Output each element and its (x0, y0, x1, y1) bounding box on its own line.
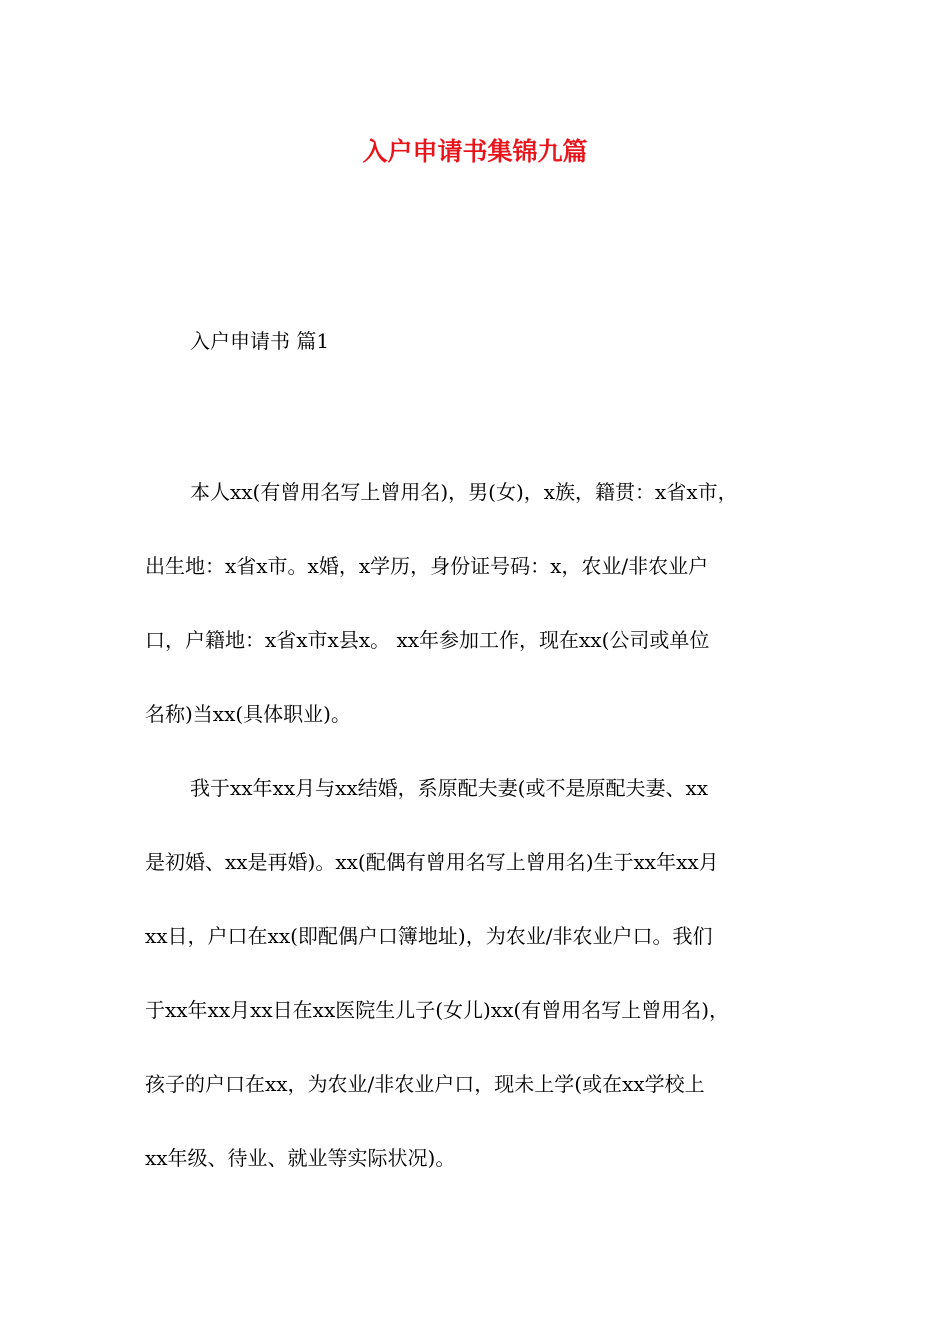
paragraph-1 (145, 472, 810, 768)
paragraph-2 (145, 768, 810, 1212)
paragraph-line: xx日，户口在xx(即配偶户口簿地址)，为农业/非农业户口。我们 (145, 924, 713, 948)
paragraph-line: 是初婚、xx是再婚)。xx(配偶有曾用名写上曾用名)生于xx年xx月 (145, 850, 719, 874)
paragraph-line: 名称)当xx(具体职业)。 (145, 702, 351, 726)
paragraph-line: 于xx年xx月xx日在xx医院生儿子(女儿)xx(有曾用名写上曾用名)， (145, 998, 730, 1022)
document-title: 入户申请书集锦九篇 (362, 137, 588, 166)
paragraph-line: 出生地：x省x市。x婚，x学历，身份证号码：x，农业/非农业户 (145, 554, 709, 578)
paragraph-line: xx年级、待业、就业等实际状况)。 (145, 1146, 456, 1170)
paragraph-line: 本人xx(有曾用名写上曾用名)，男(女)，x族，籍贯：x省x市， (190, 480, 738, 504)
paragraph-line: 口，户籍地：x省x市x县x。 xx年参加工作，现在xx(公司或单位 (145, 628, 710, 652)
paragraph-line: 孩子的户口在xx，为农业/非农业户口，现未上学(或在xx学校上 (145, 1072, 705, 1096)
section-heading: 入户申请书 篇1 (190, 329, 330, 353)
paragraph-line: 我于xx年xx月与xx结婚，系原配夫妻(或不是原配夫妻、xx (190, 776, 709, 800)
document-body (145, 472, 810, 1212)
